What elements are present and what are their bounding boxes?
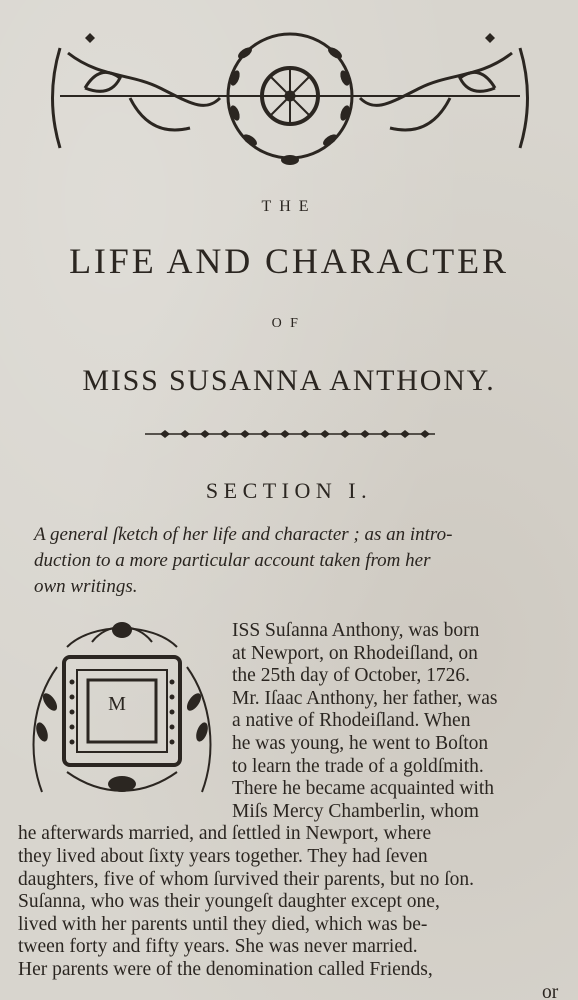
body-line: they lived about ſixty years together. They had ſeven [18, 846, 428, 867]
summary-line: own writings. [34, 576, 138, 597]
body-line: or [542, 981, 559, 1000]
section-summary [34, 522, 554, 600]
title-name: MISS SUSANNA ANTHONY. [82, 364, 496, 397]
body-line: Her parents were of the denomination called Friends, [18, 959, 433, 980]
title-of: OF [271, 316, 307, 331]
body-line: daughters, five of whom ſurvived their parents, but no ſon. [18, 868, 474, 890]
body-line: he was young, he went to Boſton [232, 733, 489, 754]
body-line: Suſanna, who was their youngeſt daughter except one, [18, 891, 440, 913]
title-main: LIFE AND CHARACTER [69, 241, 509, 281]
body-line: at Newport, on Rhodeiſland, on [232, 642, 478, 664]
body-line: a native of Rhodeiſland. When [232, 710, 471, 732]
headpiece-ornament [40, 18, 540, 178]
body-line: Miſs Mercy Chamberlin, whom [232, 800, 479, 822]
ornamental-divider [140, 426, 440, 442]
body-line: There he became acquainted with [232, 778, 495, 800]
body-line: ISS Suſanna Anthony, was born [232, 620, 480, 641]
body-line: Mr. Iſaac Anthony, her father, was [232, 687, 498, 709]
body-line: the 25th day of October, 1726. [232, 665, 471, 687]
section-heading: SECTION I. [205, 478, 373, 503]
body-line: tween forty and fifty years. She was never married. [18, 936, 418, 958]
body-line: he afterwards married, and ſettled in Newport, where [18, 823, 432, 845]
summary-line: A general ſketch of her life and character ; as an intro- [34, 524, 453, 545]
body-line: lived with her parents until they died, which was be- [18, 913, 428, 935]
body-line: to learn the trade of a goldſmith. [232, 755, 484, 777]
drop-cap-letter: M [108, 693, 126, 715]
title-the: THE [261, 198, 317, 215]
summary-line: duction to a more particular account taken from her [34, 550, 431, 571]
